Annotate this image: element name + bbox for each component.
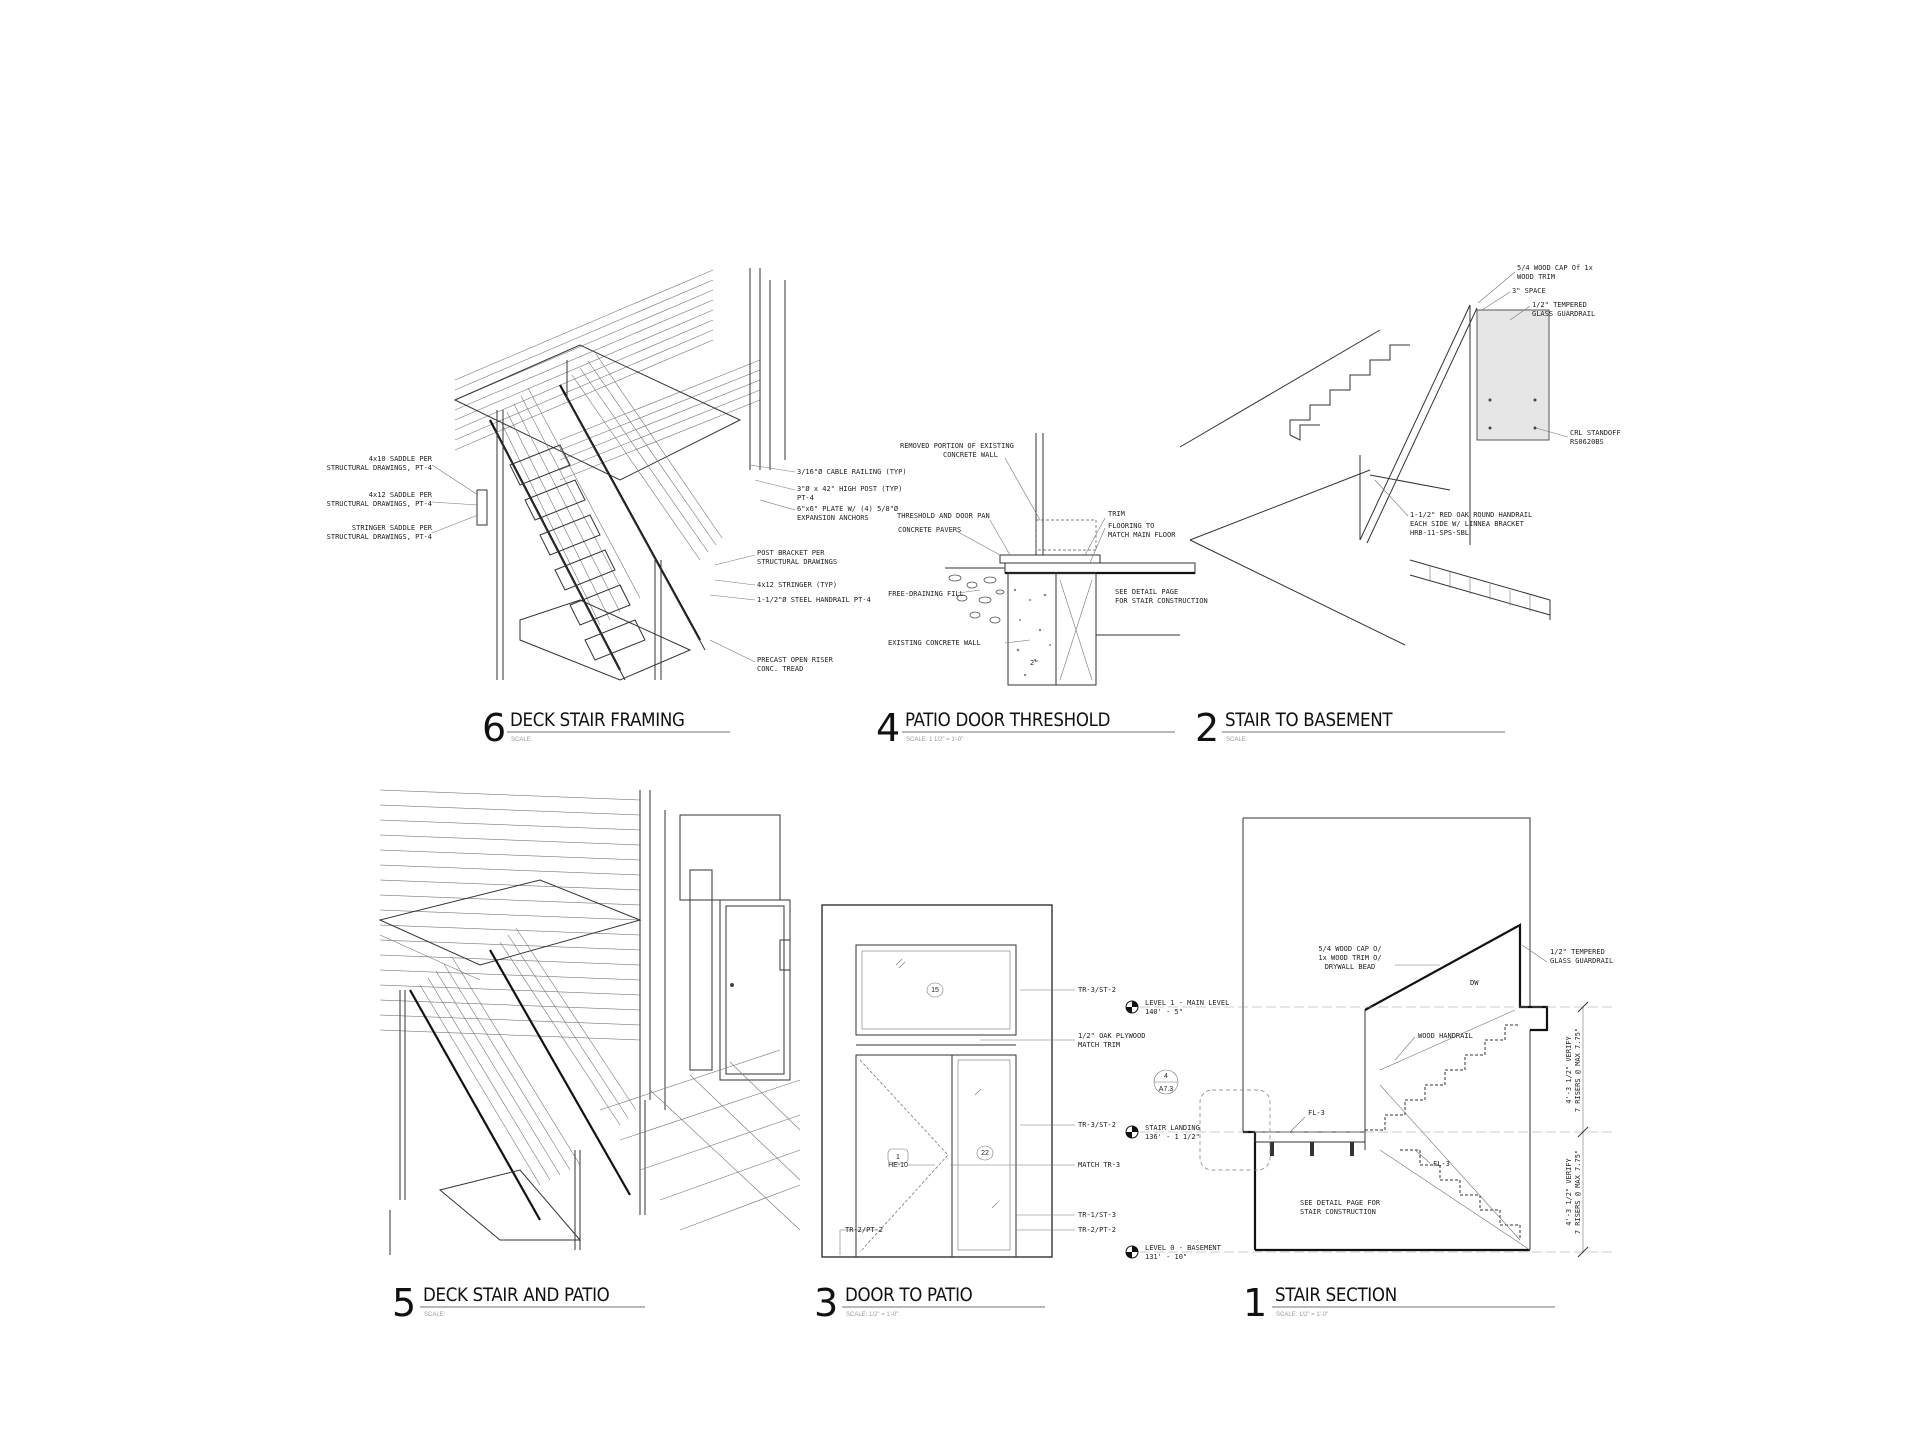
title-deck-stair-and-patio: [392, 1281, 645, 1325]
note-oak-trim: 1/2" OAK PLYWOOD MATCH TRIM: [1078, 1032, 1146, 1049]
note-saddle-12: 4x12 SADDLE PER STRUCTURAL DRAWINGS, PT-4: [326, 491, 432, 508]
view-deck-stair-framing: [327, 268, 907, 680]
callout-sheet: A7.3: [1158, 1086, 1174, 1093]
view-number: 3: [814, 1281, 839, 1325]
note-glass: 1/2" TEMPERED GLASS GUARDRAIL: [1532, 301, 1596, 318]
note-section-detail-ref: SEE DETAIL PAGE FOR STAIR CONSTRUCTION: [1300, 1199, 1381, 1216]
note-removed-wall: REMOVED PORTION OF EXISTING CONCRETE WALL: [900, 442, 1014, 459]
note-tr3-st2-top: TR-3/ST-2: [1078, 986, 1116, 994]
note-standoff: CRL STANDOFF RS0620BS: [1570, 429, 1621, 446]
view-number: 5: [392, 1281, 417, 1325]
view-deck-stair-and-patio: [380, 790, 800, 1255]
note-free-draining-fill: FREE-DRAINING FILL: [888, 590, 964, 598]
note-fl3-a: FL-3: [1308, 1109, 1325, 1117]
view-number: 4: [876, 706, 901, 750]
note-pavers: CONCRETE PAVERS: [898, 526, 962, 534]
note-post-bracket: POST BRACKET PER STRUCTURAL DRAWINGS: [757, 549, 838, 566]
tag-15-label: 15: [931, 987, 939, 994]
title-door-to-patio: [814, 1281, 1045, 1325]
dim-lower: 4'-3 1/2" VERIFY7 RISERS @ MAX 7.75": [1565, 1149, 1582, 1235]
note-match-tr3: MATCH TR-3: [1078, 1161, 1121, 1169]
view-number: 1: [1243, 1281, 1268, 1325]
view-stair-section: [1126, 818, 1615, 1261]
view-scale: SCALE: 1 1/2" = 1'-0": [906, 737, 964, 743]
title-deck-stair-framing: [482, 706, 730, 750]
level-marker-0: [1126, 1246, 1138, 1258]
note-section-wood-cap: 5/4 WOOD CAP O/ 1x WOOD TRIM O/ DRYWALL BEAD: [1318, 945, 1382, 971]
note-threshold-detail-ref: SEE DETAIL PAGE FOR STAIR CONSTRUCTION: [1115, 588, 1208, 605]
level-marker-1: [1126, 1001, 1138, 1013]
title-patio-door-threshold: [876, 706, 1175, 750]
deck-cable-rails: [500, 354, 722, 625]
note-space: 3" SPACE: [1512, 287, 1546, 295]
view-number: 2: [1195, 706, 1220, 750]
note-saddle-10: 4x10 SADDLE PER STRUCTURAL DRAWINGS, PT-4: [326, 455, 432, 472]
note-handrail: 1-1/2"Ø STEEL HANDRAIL PT-4: [757, 596, 871, 604]
view-scale: SCALE:: [424, 1312, 446, 1318]
note-threshold-pan: THRESHOLD AND DOOR PAN: [897, 512, 990, 520]
threshold-gravel: [949, 575, 1004, 623]
tag-1-label: 1: [896, 1154, 900, 1161]
tag-he10: HE-10: [888, 1162, 908, 1169]
patio-pavers: [600, 1050, 800, 1230]
note-existing-wall: EXISTING CONCRETE WALL: [888, 639, 981, 647]
note-dw: DW: [1470, 979, 1479, 987]
view-title: PATIO DOOR THRESHOLD: [905, 710, 1111, 731]
landing-label: STAIR LANDING 136' - 1 1/2": [1145, 1124, 1200, 1141]
view-title: STAIR SECTION: [1275, 1285, 1397, 1306]
note-post: 3"Ø x 42" HIGH POST (TYP) PT-4: [797, 485, 903, 502]
tag-22-label: 22: [981, 1150, 989, 1157]
level-0-label: LEVEL 0 - BASEMENT 131' - 10": [1145, 1244, 1221, 1261]
dim-upper: 4'-3 1/2" VERIFY7 RISERS @ MAX 7.75": [1565, 1027, 1582, 1113]
note-tr2-pt2-left: TR-2/PT-2: [845, 1226, 883, 1234]
note-stringer: 4x12 STRINGER (TYP): [757, 581, 838, 589]
basement-lower-stairs: [1410, 560, 1550, 620]
view-scale: SCALE: 1/2" = 1'-0": [1276, 1312, 1329, 1318]
note-section-glass: 1/2" TEMPERED GLASS GUARDRAIL: [1550, 948, 1614, 965]
note-fl3-b: FL-3: [1433, 1160, 1450, 1168]
title-stair-to-basement: [1195, 706, 1505, 750]
level-1-label: LEVEL 1 - MAIN LEVEL 140' - 5": [1145, 999, 1230, 1016]
note-flooring: FLOORING TO MATCH MAIN FLOOR: [1108, 522, 1176, 539]
deck-leaders: [432, 465, 795, 662]
patio-siding: [380, 790, 640, 1040]
view-title: DOOR TO PATIO: [845, 1285, 973, 1306]
view-patio-door-threshold: [888, 433, 1208, 685]
level-marker-landing: [1126, 1126, 1138, 1138]
title-stair-section: [1243, 1281, 1555, 1325]
view-title: DECK STAIR FRAMING: [510, 710, 685, 731]
note-stringer-saddle: STRINGER SADDLE PER STRUCTURAL DRAWINGS, PT-4: [326, 524, 432, 541]
view-stair-to-basement: [1180, 264, 1621, 645]
patio-cable-rails: [420, 928, 636, 1185]
view-door-to-patio: [822, 905, 1145, 1257]
view-scale: SCALE:: [511, 737, 533, 743]
note-plate: 6"x6" PLATE W/ (4) 5/8"Ø EXPANSION ANCHORS: [797, 505, 899, 522]
view-scale: SCALE: 1/2" = 1'-0": [846, 1312, 899, 1318]
threshold-dim: 2": [1030, 659, 1039, 667]
note-tr3-st2-mid: TR-3/ST-2: [1078, 1121, 1116, 1129]
view-title: STAIR TO BASEMENT: [1225, 710, 1393, 731]
note-tread: PRECAST OPEN RISER CONC. TREAD: [757, 656, 833, 673]
note-tr2-pt2-right: TR-2/PT-2: [1078, 1226, 1116, 1234]
note-wood-handrail: WOOD HANDRAIL: [1418, 1032, 1473, 1040]
note-cable-railing: 3/16"Ø CABLE RAILING (TYP): [797, 468, 907, 476]
view-number: 6: [482, 706, 507, 750]
deck-siding: [455, 270, 760, 480]
note-tr1-st3: TR-1/ST-3: [1078, 1211, 1116, 1219]
note-trim: TRIM: [1108, 510, 1125, 518]
note-wood-cap: 5/4 WOOD CAP Of 1x WOOD TRIM: [1517, 264, 1593, 281]
view-title: DECK STAIR AND PATIO: [423, 1285, 610, 1306]
view-scale: SCALE:: [1226, 737, 1248, 743]
callout-num: 4: [1164, 1073, 1168, 1080]
note-red-oak-handrail: 1-1/2" RED OAK ROUND HANDRAIL EACH SIDE W/ LINNEA BRACKET HRB-11-SPS-SBL: [1410, 511, 1533, 537]
